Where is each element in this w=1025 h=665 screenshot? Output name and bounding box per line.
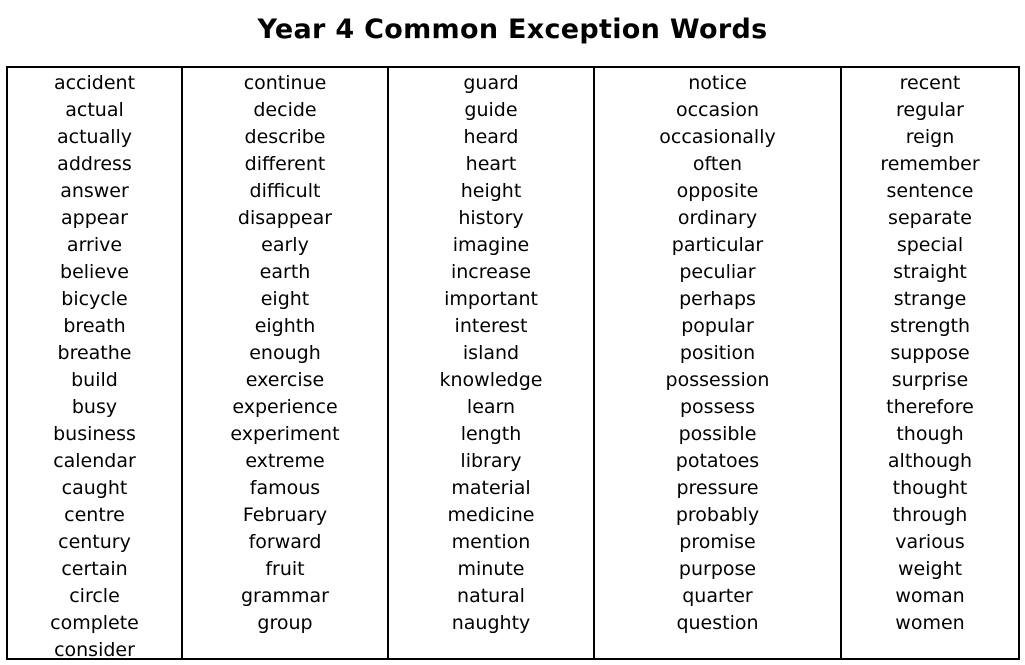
word-column-3: [389, 68, 595, 658]
word-item: believe: [60, 261, 129, 283]
word-item: eight: [260, 288, 310, 310]
word-column-5: [842, 68, 1018, 658]
word-item: mention: [451, 531, 531, 553]
word-item: interest: [454, 315, 528, 337]
word-item: business: [53, 423, 136, 445]
word-item: woman: [895, 585, 965, 607]
word-item: consider: [54, 639, 135, 661]
word-item: eighth: [254, 315, 316, 337]
word-item: history: [458, 207, 524, 229]
word-item: breath: [63, 315, 126, 337]
word-item: notice: [688, 72, 747, 94]
word-item: imagine: [452, 234, 530, 256]
word-item: purpose: [678, 558, 757, 580]
word-item: promise: [679, 531, 756, 553]
word-item: although: [887, 450, 973, 472]
word-item: guard: [463, 72, 519, 94]
word-item: learn: [466, 396, 516, 418]
word-column-1: [8, 68, 183, 661]
word-item: thought: [892, 477, 968, 499]
word-item: strength: [889, 315, 971, 337]
word-item: material: [451, 477, 531, 499]
word-item: separate: [888, 207, 972, 229]
word-item: regular: [896, 99, 964, 121]
word-item: early: [261, 234, 309, 256]
word-item: calendar: [53, 450, 136, 472]
word-item: certain: [61, 558, 128, 580]
word-item: occasion: [675, 99, 759, 121]
word-item: naughty: [451, 612, 531, 634]
word-item: pressure: [676, 477, 759, 499]
word-item: caught: [61, 477, 128, 499]
word-item: surprise: [891, 369, 969, 391]
word-item: sentence: [886, 180, 974, 202]
word-item: special: [896, 234, 964, 256]
word-item: various: [895, 531, 965, 553]
word-item: minute: [457, 558, 525, 580]
page-title: Year 4 Common Exception Words: [257, 14, 768, 45]
word-item: century: [58, 531, 131, 553]
word-item: recent: [899, 72, 961, 94]
word-item: peculiar: [679, 261, 756, 283]
word-column-4: [595, 68, 842, 658]
word-table: [6, 66, 1020, 660]
word-item: different: [244, 153, 326, 175]
word-item: fruit: [265, 558, 305, 580]
word-item: island: [462, 342, 520, 364]
word-item: straight: [893, 261, 967, 283]
word-item: answer: [60, 180, 129, 202]
word-item: position: [679, 342, 756, 364]
word-item: busy: [71, 396, 118, 418]
word-item: probably: [675, 504, 760, 526]
word-item: reign: [905, 126, 955, 148]
word-item: question: [676, 612, 759, 634]
word-item: heart: [465, 153, 517, 175]
word-item: circle: [69, 585, 120, 607]
word-column-2: [183, 68, 389, 658]
word-item: remember: [880, 153, 980, 175]
word-item: build: [71, 369, 118, 391]
word-item: experience: [232, 396, 338, 418]
word-item: bicycle: [61, 288, 128, 310]
word-item: heard: [463, 126, 519, 148]
word-item: through: [892, 504, 968, 526]
word-item: occasionally: [659, 126, 776, 148]
word-item: library: [460, 450, 522, 472]
word-item: arrive: [66, 234, 123, 256]
word-item: important: [444, 288, 538, 310]
word-item: often: [692, 153, 743, 175]
word-item: continue: [243, 72, 327, 94]
word-item: increase: [450, 261, 532, 283]
word-item: disappear: [237, 207, 333, 229]
word-item: accident: [53, 72, 136, 94]
word-item: possess: [680, 396, 755, 418]
word-item: popular: [681, 315, 754, 337]
word-item: decide: [253, 99, 317, 121]
word-item: though: [896, 423, 964, 445]
word-item: natural: [457, 585, 525, 607]
word-item: famous: [249, 477, 321, 499]
word-item: centre: [64, 504, 125, 526]
word-item: complete: [50, 612, 139, 634]
word-item: potatoes: [675, 450, 760, 472]
word-item: weight: [897, 558, 963, 580]
word-item: earth: [259, 261, 311, 283]
word-item: actual: [65, 99, 124, 121]
word-item: suppose: [890, 342, 970, 364]
word-item: difficult: [249, 180, 321, 202]
word-item: describe: [244, 126, 326, 148]
word-item: women: [895, 612, 965, 634]
word-item: enough: [249, 342, 321, 364]
word-item: group: [257, 612, 313, 634]
word-item: ordinary: [677, 207, 758, 229]
word-item: particular: [671, 234, 764, 256]
word-item: opposite: [676, 180, 759, 202]
word-item: exercise: [245, 369, 325, 391]
word-item: forward: [248, 531, 322, 553]
word-item: breathe: [57, 342, 132, 364]
word-item: experiment: [230, 423, 340, 445]
word-item: therefore: [886, 396, 974, 418]
word-item: knowledge: [439, 369, 543, 391]
word-item: possible: [678, 423, 757, 445]
word-item: address: [57, 153, 132, 175]
word-item: actually: [56, 126, 133, 148]
word-item: February: [242, 504, 328, 526]
word-item: strange: [893, 288, 967, 310]
word-item: appear: [61, 207, 128, 229]
word-item: guide: [464, 99, 518, 121]
word-item: possession: [665, 369, 770, 391]
word-item: grammar: [241, 585, 329, 607]
word-item: perhaps: [679, 288, 756, 310]
word-item: length: [460, 423, 522, 445]
word-item: quarter: [682, 585, 753, 607]
word-item: medicine: [447, 504, 535, 526]
word-item: height: [460, 180, 522, 202]
word-item: extreme: [245, 450, 325, 472]
